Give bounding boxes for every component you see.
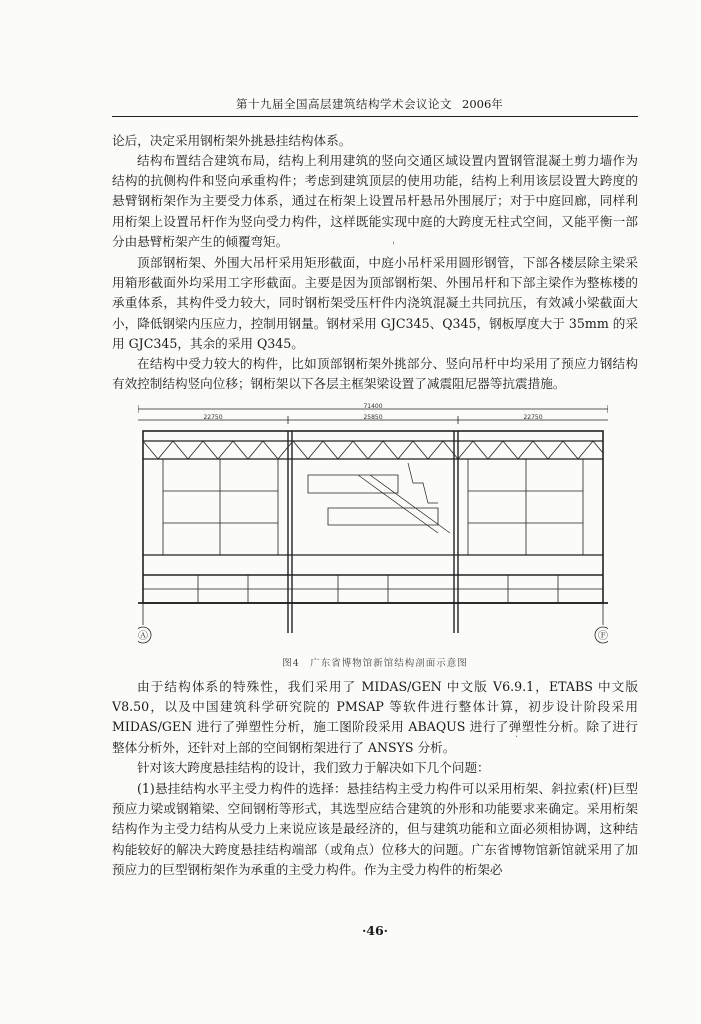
- running-header: [112, 92, 638, 117]
- dim-overall: 71400: [363, 403, 383, 410]
- figure-caption: 图4 广东省博物馆新馆结构剖面示意图: [282, 658, 468, 669]
- dim-middle: 25850: [363, 414, 383, 421]
- section-drawing: [138, 403, 608, 655]
- paragraph-5: 针对该大跨度悬挂结构的设计，我们致力于解决如下几个问题：: [137, 760, 490, 775]
- stray-mark-a: ': [392, 241, 395, 252]
- page-number: ·46·: [361, 923, 389, 938]
- paragraph-1: 结构布置结合建筑布局，结构上利用建筑的竖向交通区域设置内置钢管混凝土剪力墙作为结构的抗侧构件和竖向承重构件；考虑到建筑顶层的使用功能，结构上利用该层设置大跨度的悬臂钢桁架作为主要受力体系，通过在桁架上设置吊杆悬吊外围展厅；对于中庭回廊，同样利用桁架上设置吊杆作为竖向受力构件，这样既能实现中庭的大跨度无柱式空间，又能平衡一部分由悬臂桁架产生的倾覆弯矩。: [112, 153, 638, 249]
- paragraph-4: 由于结构体系的特殊性，我们采用了 MIDAS/GEN 中文版 V6.9.1，ETABS 中文版 V8.50，以及中国建筑科学研究院的 PMSAP 等软件进行整体计算，初步设计阶段采用 MIDAS/GEN 进行了弹塑性分析，施工图阶段采用 ABAQUS 进行了弹塑性分析。除了进行整体分析外，还针对上部的空间钢桁架进行了 ANSYS 分析。: [112, 679, 638, 755]
- dim-left: 22750: [203, 414, 223, 421]
- stray-mark-b: ·: [515, 732, 519, 743]
- paragraph-3: 在结构中受力较大的构件，比如顶部钢桁架外挑部分、竖向吊杆中均采用了预应力钢结构有效控制结构竖向位移；钢桁架以下各层主框架梁设置了减震阻尼器等抗震措施。: [112, 356, 638, 392]
- paragraph-0: 论后，决定采用钢桁架外挑悬挂结构体系。: [112, 133, 352, 148]
- axis-label-f: Ⓕ: [598, 631, 608, 642]
- paragraph-6: (1)悬挂结构水平主受力构件的选择：悬挂结构主受力构件可以采用桁架、斜拉索(杆)巨型预应力梁或钢箱梁、空间钢桁等形式，其选型应结合建筑的外形和功能要求来确定。采用桁架结构作为主受力结构从受力上来说应该是最经济的，但与建筑功能和立面必须相协调，这种结构能较好的解决大跨度悬挂结构端部（或角点）位移大的问题。广东省博物馆新馆就采用了加预应力的巨型钢桁架作为承重的主受力构件。作为主受力构件的桁架必: [112, 781, 638, 877]
- paragraph-2: 顶部钢桁架、外围大吊杆采用矩形截面，中庭小吊杆采用圆形钢管，下部各楼层除主梁采用箱形截面外均采用工字形截面。主要是因为顶部钢桁架、外围吊杆和下部主梁作为整栋楼的承重体系，其构件受力较大，同时钢桁架受压杆件内浇筑混凝土共同抗压，有效减小梁截面大小，降低钢梁内压应力，控制用钢量。钢材采用 GJC345、Q345，钢板厚度大于 35mm 的采用 GJC345，其余的采用 Q345。: [112, 255, 638, 351]
- header-title: 第十九届全国高层建筑结构学术会议论文: [236, 97, 452, 111]
- dim-right: 22750: [523, 414, 543, 421]
- axis-label-a: Ⓐ: [138, 631, 148, 642]
- header-year: 2006年: [462, 97, 503, 111]
